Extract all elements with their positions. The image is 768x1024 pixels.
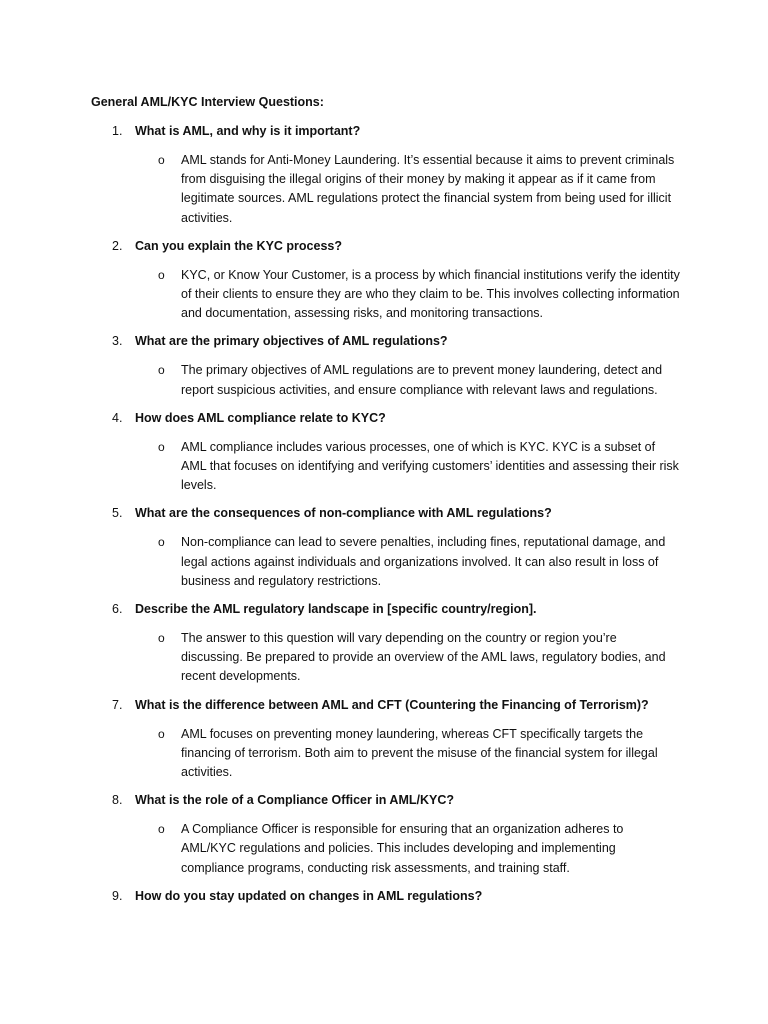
question-text: How does AML compliance relate to KYC? (135, 410, 386, 425)
document-title: General AML/KYC Interview Questions: (91, 95, 324, 109)
bullet-icon: o (158, 535, 165, 550)
question-text: What is the difference between AML and CFT (Countering the Financing of Terrorism)? (135, 697, 649, 712)
question-row (0, 887, 768, 906)
question-text: What are the consequences of non-compliance with AML regulations? (135, 506, 552, 521)
answer-text: The answer to this question will vary depending on the country or region you’re discussing. Be prepared to provide an overview of the AML laws, regulatory bodies, and recent developments. (181, 631, 666, 684)
question-item (0, 696, 768, 783)
bullet-icon: o (158, 726, 165, 741)
answer-text: AML compliance includes various processes, one of which is KYC. KYC is a subset of AML that focuses on identifying and verifying customers’ identities and assessing their risk levels. (181, 439, 679, 493)
answer-text: A Compliance Officer is responsible for ensuring that an organization adheres to AML/KYC regulations and policies. This includes developing and implementing compliance programs, conducting risk assessments, and training staff. (181, 822, 624, 875)
question-row (0, 791, 768, 810)
question-number: 5. (112, 506, 123, 521)
question-list (0, 122, 768, 915)
question-item (0, 600, 768, 687)
question-number: 4. (112, 410, 123, 425)
bullet-icon: o (158, 153, 165, 167)
question-number: 2. (112, 238, 123, 253)
question-number: 8. (112, 793, 123, 808)
answer-text: KYC, or Know Your Customer, is a process by which financial institutions verify the identity of their clients to ensure they are who they claim to be. This involves collecting information and documentation, assessing risks, and monitoring transactions. (181, 267, 680, 321)
question-text: How do you stay updated on changes in AML regulations? (135, 888, 483, 903)
question-number: 6. (112, 602, 123, 617)
question-item (0, 887, 768, 906)
answer-block (0, 629, 768, 687)
question-row (0, 504, 768, 523)
answer-text: AML focuses on preventing money laundering, whereas CFT specifically targets the financing of terrorism. Both aim to prevent the misuse of the financial system for illegal activities. (181, 726, 658, 780)
answer-block (0, 266, 768, 324)
question-item (0, 332, 768, 399)
question-row (0, 122, 768, 141)
question-text: What is AML, and why is it important? (135, 124, 361, 138)
bullet-icon: o (158, 267, 165, 282)
bullet-icon: o (158, 822, 165, 837)
answer-text: Non-compliance can lead to severe penalties, including fines, reputational damage, and legal actions against individuals and organizations involved. It can also result in loss of business and regulatory restrictions. (181, 535, 666, 588)
question-row (0, 409, 768, 428)
bullet-icon: o (158, 439, 165, 454)
question-item (0, 791, 768, 878)
question-item (0, 409, 768, 496)
answer-block (0, 820, 768, 878)
question-item (0, 122, 768, 228)
answer-block (0, 725, 768, 783)
answer-text: AML stands for Anti-Money Laundering. It’s essential because it aims to prevent criminals from disguising the illegal origins of their money by making it appear as if it came from legitimate sources. AML regulations protect the financial system from being used for illicit activities. (181, 153, 675, 225)
question-text: What are the primary objectives of AML regulations? (135, 334, 448, 349)
question-text: What is the role of a Compliance Officer in AML/KYC? (135, 793, 455, 808)
answer-block (0, 361, 768, 399)
question-number: 9. (112, 888, 123, 903)
question-item (0, 237, 768, 324)
answer-block (0, 151, 768, 228)
question-row (0, 237, 768, 256)
question-item (0, 504, 768, 591)
bullet-icon: o (158, 631, 165, 646)
question-number: 7. (112, 697, 123, 712)
answer-block (0, 533, 768, 591)
question-row (0, 332, 768, 351)
answer-block (0, 438, 768, 496)
question-text: Can you explain the KYC process? (135, 238, 342, 253)
question-number: 1. (112, 124, 123, 138)
question-row (0, 600, 768, 619)
answer-text: The primary objectives of AML regulations are to prevent money laundering, detect and report suspicious activities, and ensure compliance with relevant laws and regulations. (181, 363, 663, 397)
question-row (0, 696, 768, 715)
bullet-icon: o (158, 363, 165, 378)
question-text: Describe the AML regulatory landscape in [specific country/region]. (135, 602, 537, 617)
question-number: 3. (112, 334, 123, 349)
